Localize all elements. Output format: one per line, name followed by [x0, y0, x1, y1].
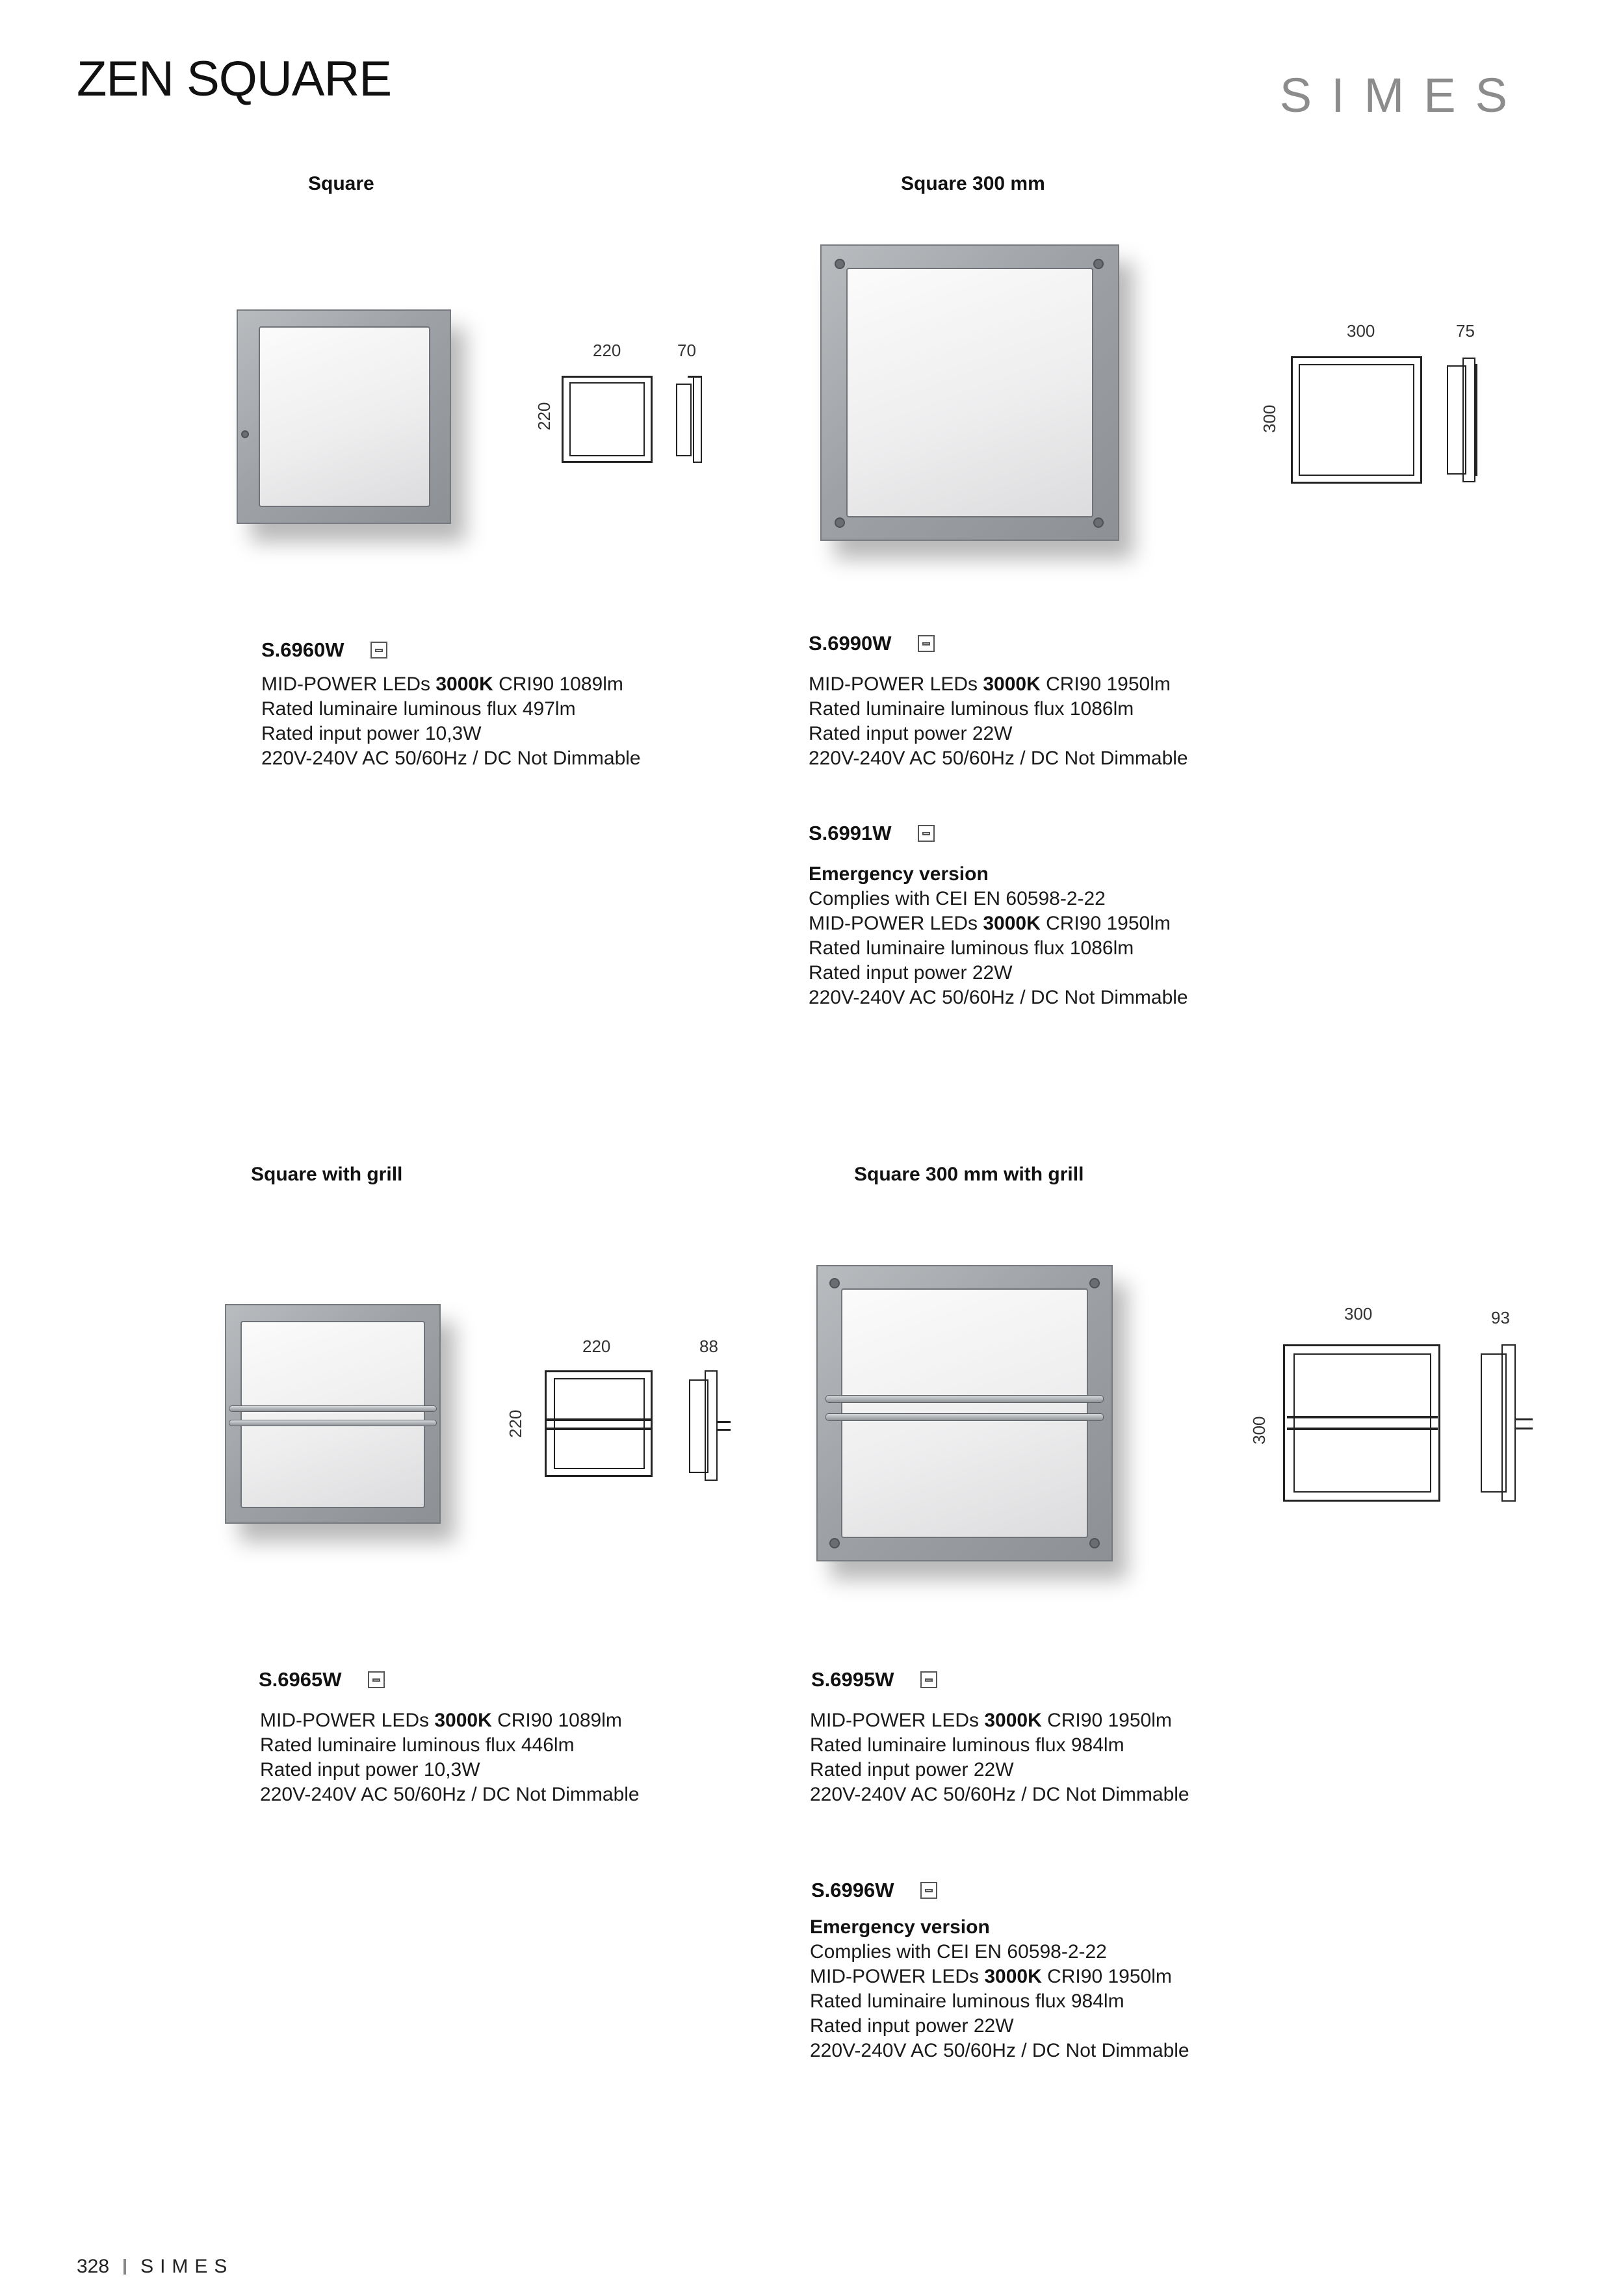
spec-S6965W: MID-POWER LEDs 3000K CRI90 1089lm Rated luminaire luminous flux 446lm Rated input power 10,3W 220V-240V AC 50/60Hz / DC Not Dimmable: [260, 1710, 640, 1805]
dim-height: 300: [1260, 404, 1279, 433]
product-S6991W: [809, 822, 935, 845]
wall-mount-icon: [920, 1882, 937, 1899]
page-title: ZEN SQUARE: [77, 51, 392, 107]
section-title-square: Square: [308, 173, 374, 194]
product-code: S.6995W: [811, 1668, 894, 1691]
product-code: S.6990W: [809, 632, 892, 655]
wall-mount-icon: [368, 1671, 385, 1688]
dim-depth: 93: [1491, 1308, 1510, 1327]
dim-width: 220: [593, 341, 621, 360]
dim-height: 300: [1249, 1416, 1269, 1444]
dim-width: 220: [582, 1337, 611, 1356]
spec-S6990W: MID-POWER LEDs 3000K CRI90 1950lm Rated luminaire luminous flux 1086lm Rated input power 22W 220V-240V AC 50/60Hz / DC Not Dimmable: [809, 673, 1188, 769]
page-number: 328: [77, 2256, 110, 2277]
dim-height: 220: [506, 1409, 525, 1438]
product-photo-square-300-grill: [816, 1265, 1113, 1561]
page-footer: [77, 2256, 233, 2278]
product-code: S.6991W: [809, 822, 892, 844]
footer-brand: SIMES: [140, 2256, 234, 2277]
spec-S6960W: MID-POWER LEDs 3000K CRI90 1089lm Rated luminaire luminous flux 497lm Rated input power 10,3W 220V-240V AC 50/60Hz / DC Not Dimmable: [261, 673, 641, 769]
product-code: S.6965W: [259, 1668, 342, 1691]
spec-S6995W: MID-POWER LEDs 3000K CRI90 1950lm Rated luminaire luminous flux 984lm Rated input power 22W 220V-240V AC 50/60Hz / DC Not Dimmable: [810, 1710, 1189, 1805]
brand-logo: SIMES: [1279, 68, 1527, 122]
product-code: S.6996W: [811, 1879, 894, 1901]
section-title-square-300: Square 300 mm: [901, 173, 1045, 194]
product-code: S.6960W: [261, 638, 344, 661]
dim-depth: 70: [677, 341, 696, 360]
section-title-square-300-grill: Square 300 mm with grill: [854, 1164, 1084, 1185]
wall-mount-icon: [920, 1671, 937, 1688]
footer-separator: [123, 2259, 126, 2275]
wall-mount-icon: [918, 635, 935, 652]
product-S6960W: [261, 638, 387, 662]
spec-S6996W: Emergency version Complies with CEI EN 60598-2-22 MID-POWER LEDs 3000K CRI90 1950lm Rated luminaire luminous flux 984lm Rated input power 22W 220V-240V AC 50/60Hz / DC Not Dimmable: [810, 1916, 1189, 2061]
dim-width: 300: [1344, 1304, 1373, 1324]
product-photo-square: [237, 309, 451, 524]
product-S6965W: [259, 1668, 385, 1691]
dim-height: 220: [534, 402, 554, 430]
product-S6995W: [811, 1668, 937, 1691]
product-S6996W: [811, 1879, 937, 1902]
dim-depth: 75: [1456, 321, 1475, 341]
product-S6990W: [809, 632, 935, 655]
dim-width: 300: [1347, 321, 1375, 341]
section-title-square-grill: Square with grill: [251, 1164, 403, 1185]
dim-depth: 88: [699, 1337, 718, 1356]
wall-mount-icon: [918, 825, 935, 842]
wall-mount-icon: [370, 642, 387, 659]
product-photo-square-grill: [225, 1304, 441, 1524]
product-photo-square-300: [820, 244, 1119, 541]
spec-S6991W: Emergency version Complies with CEI EN 60598-2-22 MID-POWER LEDs 3000K CRI90 1950lm Rated luminaire luminous flux 1086lm Rated input power 22W 220V-240V AC 50/60Hz / DC Not Dimmable: [809, 863, 1188, 1008]
